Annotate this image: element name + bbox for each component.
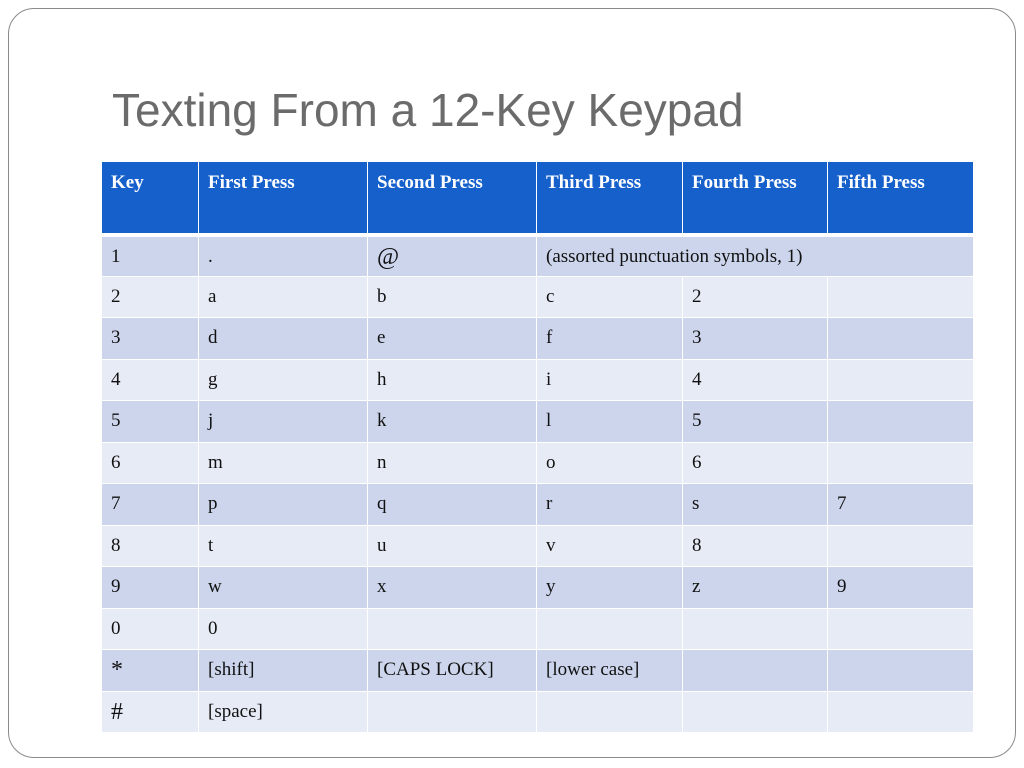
second-press-cell: @ <box>368 235 537 277</box>
third-press-cell: [lower case] <box>537 650 683 692</box>
fifth-press-cell <box>828 318 974 360</box>
key-cell: * <box>102 650 199 692</box>
table-row <box>102 691 974 733</box>
column-header-fourth-press: Fourth Press <box>683 162 828 235</box>
first-press-cell: a <box>199 276 368 318</box>
third-press-cell: r <box>537 484 683 526</box>
fifth-press-cell: 7 <box>828 484 974 526</box>
second-press-cell: x <box>368 567 537 609</box>
fourth-press-cell <box>683 608 828 650</box>
fourth-press-cell: 5 <box>683 401 828 443</box>
third-press-cell <box>537 608 683 650</box>
second-press-cell: k <box>368 401 537 443</box>
second-press-cell <box>368 691 537 733</box>
column-header-second-press: Second Press <box>368 162 537 235</box>
first-press-cell: g <box>199 359 368 401</box>
key-cell: 7 <box>102 484 199 526</box>
slide-title: Texting From a 12-Key Keypad <box>112 84 744 136</box>
table-row <box>102 401 974 443</box>
fifth-press-cell <box>828 650 974 692</box>
table-row <box>102 235 974 277</box>
second-press-cell: n <box>368 442 537 484</box>
fifth-press-cell <box>828 276 974 318</box>
fourth-press-cell <box>683 691 828 733</box>
second-press-cell: b <box>368 276 537 318</box>
fifth-press-cell <box>828 691 974 733</box>
key-cell: 8 <box>102 525 199 567</box>
third-press-cell: c <box>537 276 683 318</box>
table-header-row <box>102 162 974 235</box>
fifth-press-cell <box>828 442 974 484</box>
key-cell: # <box>102 691 199 733</box>
table-row <box>102 359 974 401</box>
table-row <box>102 276 974 318</box>
keypad-table <box>101 161 974 733</box>
key-cell: 9 <box>102 567 199 609</box>
key-cell: 4 <box>102 359 199 401</box>
fourth-press-cell <box>683 650 828 692</box>
fifth-press-cell <box>828 401 974 443</box>
third-press-cell: v <box>537 525 683 567</box>
fifth-press-cell: 9 <box>828 567 974 609</box>
first-press-cell: j <box>199 401 368 443</box>
second-press-cell: h <box>368 359 537 401</box>
table-row <box>102 442 974 484</box>
second-press-cell: u <box>368 525 537 567</box>
table-row <box>102 650 974 692</box>
first-press-cell: p <box>199 484 368 526</box>
key-cell: 0 <box>102 608 199 650</box>
third-press-cell <box>537 691 683 733</box>
table-row <box>102 484 974 526</box>
second-press-cell: e <box>368 318 537 360</box>
table-row <box>102 608 974 650</box>
first-press-cell: t <box>199 525 368 567</box>
fourth-press-cell: z <box>683 567 828 609</box>
first-press-cell: m <box>199 442 368 484</box>
first-press-cell: 0 <box>199 608 368 650</box>
second-press-cell <box>368 608 537 650</box>
key-cell: 3 <box>102 318 199 360</box>
fourth-press-cell: 4 <box>683 359 828 401</box>
key-cell: 6 <box>102 442 199 484</box>
key-cell: 2 <box>102 276 199 318</box>
column-header-fifth-press: Fifth Press <box>828 162 974 235</box>
third-press-cell: f <box>537 318 683 360</box>
second-press-cell: [CAPS LOCK] <box>368 650 537 692</box>
first-press-cell: d <box>199 318 368 360</box>
fifth-press-cell <box>828 525 974 567</box>
table-row <box>102 567 974 609</box>
punctuation-note-cell: (assorted punctuation symbols, 1) <box>537 235 974 277</box>
second-press-cell: q <box>368 484 537 526</box>
table-row <box>102 525 974 567</box>
column-header-third-press: Third Press <box>537 162 683 235</box>
first-press-cell: w <box>199 567 368 609</box>
first-press-cell: [shift] <box>199 650 368 692</box>
first-press-cell: [space] <box>199 691 368 733</box>
fourth-press-cell: 8 <box>683 525 828 567</box>
first-press-cell: . <box>199 235 368 277</box>
fourth-press-cell: 2 <box>683 276 828 318</box>
fourth-press-cell: 6 <box>683 442 828 484</box>
third-press-cell: i <box>537 359 683 401</box>
key-cell: 5 <box>102 401 199 443</box>
fifth-press-cell <box>828 359 974 401</box>
fourth-press-cell: 3 <box>683 318 828 360</box>
third-press-cell: o <box>537 442 683 484</box>
key-cell: 1 <box>102 235 199 277</box>
table-row <box>102 318 974 360</box>
column-header-first-press: First Press <box>199 162 368 235</box>
fourth-press-cell: s <box>683 484 828 526</box>
column-header-key: Key <box>102 162 199 235</box>
third-press-cell: l <box>537 401 683 443</box>
fifth-press-cell <box>828 608 974 650</box>
third-press-cell: y <box>537 567 683 609</box>
